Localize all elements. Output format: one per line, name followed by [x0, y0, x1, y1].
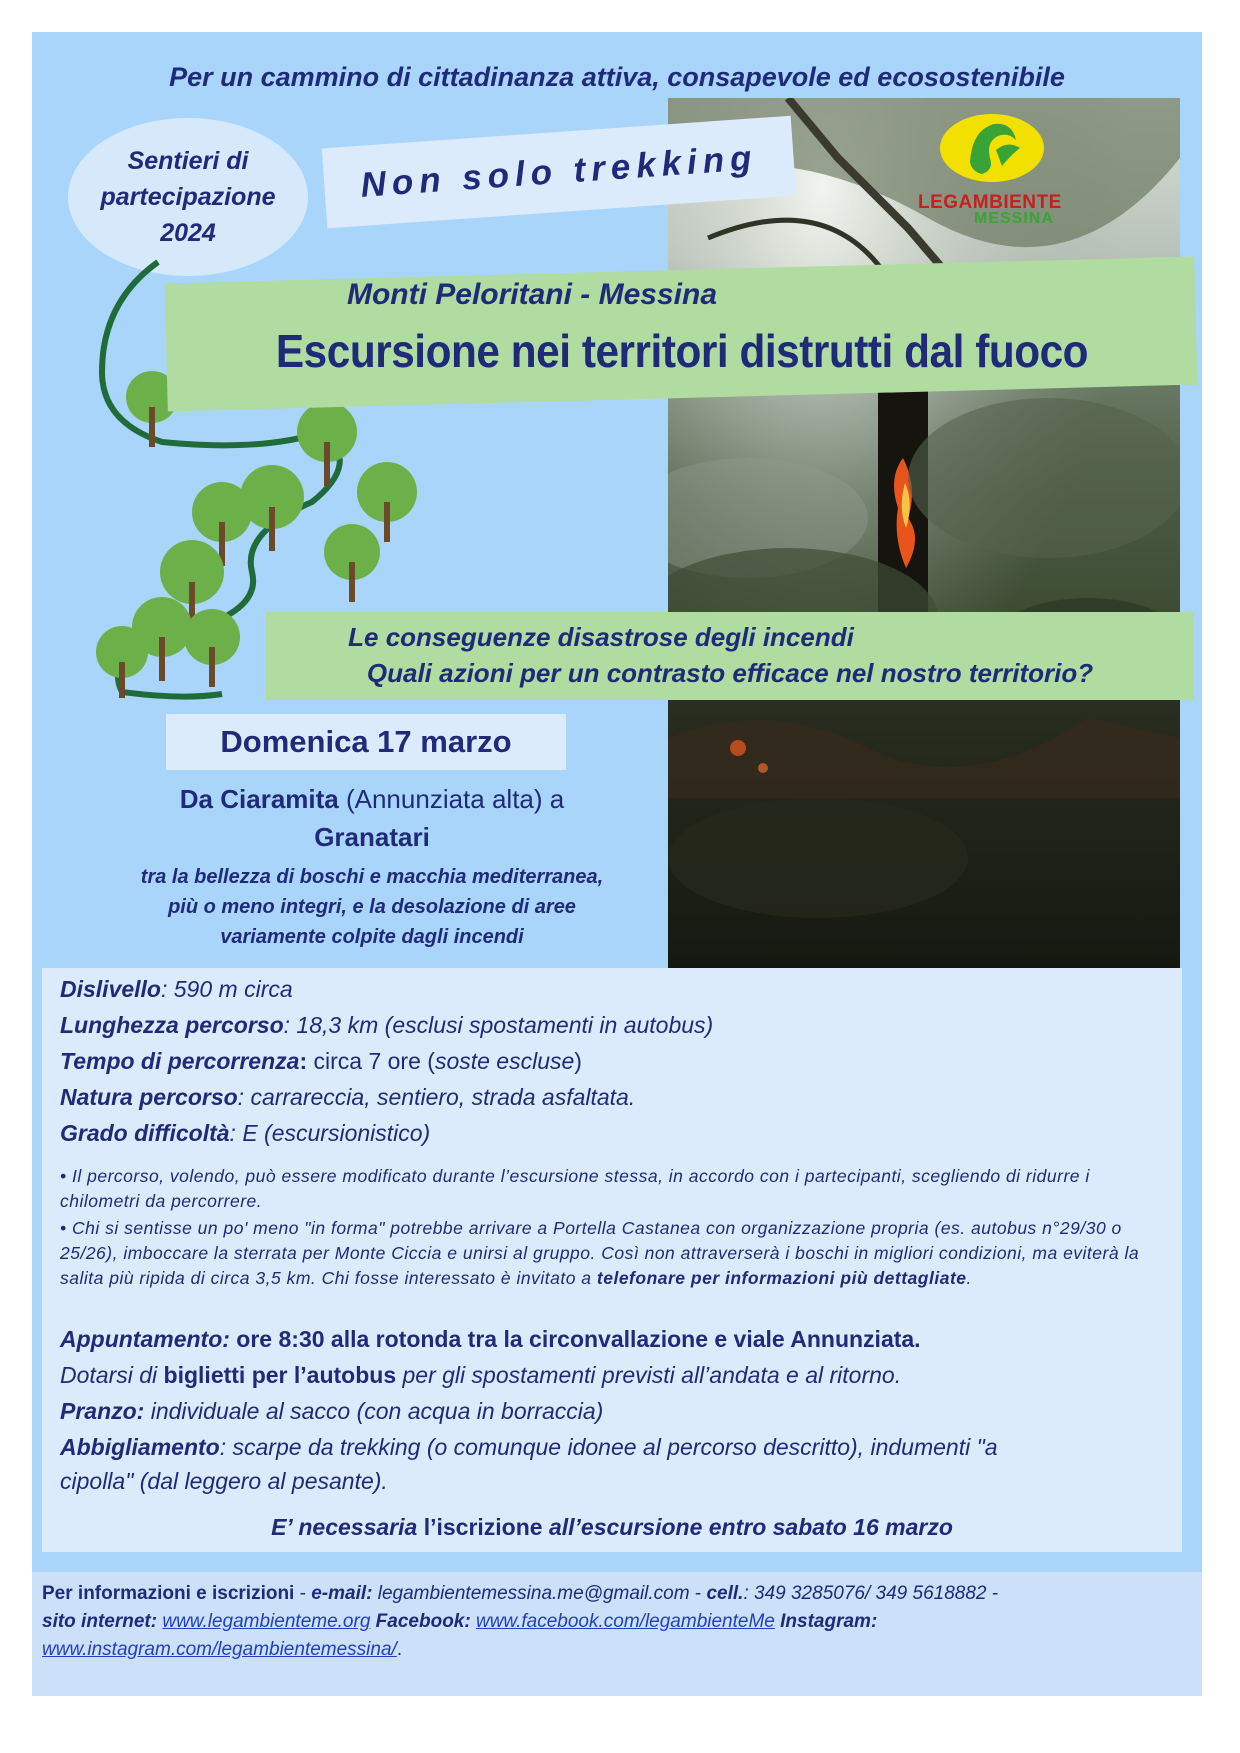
- footer-site-label: sito internet:: [42, 1611, 158, 1632]
- route-from: Da Ciaramita: [179, 784, 339, 814]
- footer-fb-link[interactable]: www.facebook.com/legambienteMe: [475, 1611, 775, 1632]
- details-box: [42, 968, 1182, 1552]
- detail-abbigliamento: Abbigliamento: scarpe da trekking (o comunque idonee al percorso descritto), indumenti "a: [60, 1434, 998, 1460]
- footer: [32, 1572, 1202, 1696]
- detail-biglietti: Dotarsi di biglietti per l’autobus per gli spostamenti previsti all’andata e al ritorno.: [60, 1362, 902, 1388]
- detail-iscrizione: E’ necessaria l’iscrizione all’escursione entro sabato 16 marzo: [271, 1514, 953, 1540]
- subtitle: Monti Peloritani - Messina: [346, 278, 718, 311]
- detail-appuntamento: Appuntamento: ore 8:30 alla rotonda tra la circonvallazione e viale Annunziata.: [60, 1326, 921, 1352]
- consequences-line-2: Quali azioni per un contrasto efficace nel nostro territorio?: [366, 658, 1094, 688]
- footer-cell-label: cell.: [706, 1583, 744, 1604]
- detail-dislivello: Dislivello: 590 m circa: [60, 976, 293, 1002]
- legambiente-logo: [912, 110, 1072, 230]
- logo-text-messina: MESSINA: [974, 210, 1054, 227]
- main-title: Escursione nei territori distrutti dal fuoco: [275, 325, 1089, 377]
- logo-text-legambiente: LEGAMBIENTE: [918, 192, 1062, 213]
- detail-natura: Natura percorso: carrareccia, sentiero, strada asfaltata.: [60, 1084, 636, 1110]
- footer-site-link[interactable]: www.legambienteme.org: [162, 1611, 371, 1632]
- route-to: Granatari: [314, 822, 430, 852]
- tagline: Per un cammino di cittadinanza attiva, consapevole ed ecosostenibile: [169, 62, 1065, 92]
- route-from-note: (Annunziata alta) a: [338, 784, 565, 814]
- detail-lunghezza: Lunghezza percorso: 18,3 km (esclusi spostamenti in autobus): [60, 1012, 714, 1038]
- consequences-line-1: Le conseguenze disastrose degli incendi: [348, 622, 854, 652]
- note-1: • Il percorso, volendo, può essere modificato durante l’escursione stessa, in accordo con i partecipanti, scegliendo di ridurre i chilometri da percorrere.: [60, 1166, 1090, 1211]
- trekking-label: Non solo trekking: [359, 138, 759, 205]
- badge-line-2: partecipazione: [100, 183, 276, 211]
- footer-cell: : 349 3285076/ 349 5618882 -: [743, 1583, 999, 1604]
- badge-line-3: 2024: [160, 219, 216, 247]
- footer-email-label: e-mail:: [311, 1583, 373, 1604]
- route-desc-line-2: più o meno integri, e la desolazione di aree: [168, 896, 576, 918]
- detail-grado: Grado difficoltà: E (escursionistico): [60, 1120, 431, 1146]
- detail-pranzo: Pranzo: individuale al sacco (con acqua in borraccia): [60, 1398, 604, 1424]
- footer-email[interactable]: legambientemessina.me@gmail.com: [372, 1583, 690, 1604]
- route-description: [92, 862, 652, 952]
- detail-tempo: Tempo di percorrenza: circa 7 ore (soste escluse): [60, 1048, 582, 1074]
- badge-line-1: Sentieri di: [127, 147, 249, 175]
- route-desc-line-3: variamente colpite dagli incendi: [220, 926, 524, 948]
- footer-info-label: Per informazioni e iscrizioni: [42, 1583, 295, 1604]
- event-date: Domenica 17 marzo: [166, 714, 566, 770]
- footer-ig-link[interactable]: www.instagram.com/legambientemessina/: [42, 1639, 397, 1660]
- footer-ig-label: Instagram:: [780, 1611, 878, 1632]
- note-2: • Chi si sentisse un po' meno "in forma" potrebbe arrivare a Portella Castanea con organizzazione propria (es. autobus n°29/30 o 25/26), imboccare la sterrata per Monte Ciccia e unirsi al gruppo. Così non attraverserà i boschi in migliori condizioni, ma eviterà la salita più ripida di circa 3,5 km. Chi fosse interessato è invitato a telefonare per informazioni più dettagliate.: [60, 1218, 1140, 1288]
- forest-fire-photo: [668, 98, 1180, 984]
- detail-abbigliamento-cont: cipolla" (dal leggero al pesante).: [60, 1468, 388, 1494]
- route-desc-line-1: tra la bellezza di boschi e macchia mediterranea,: [140, 866, 604, 888]
- flyer-sheet: [32, 32, 1202, 1696]
- route: [92, 780, 652, 856]
- footer-text: Per informazioni e iscrizioni - e-mail: legambientemessina.me@gmail.com - cell.: 349 3285076/ 349 5618882 - sito internet: www.legambienteme.org Facebook: www.facebook.com/legambienteMe Instagram: www.instagram.com/legambientemessina/.: [42, 1583, 999, 1660]
- footer-fb-label: Facebook:: [375, 1611, 471, 1632]
